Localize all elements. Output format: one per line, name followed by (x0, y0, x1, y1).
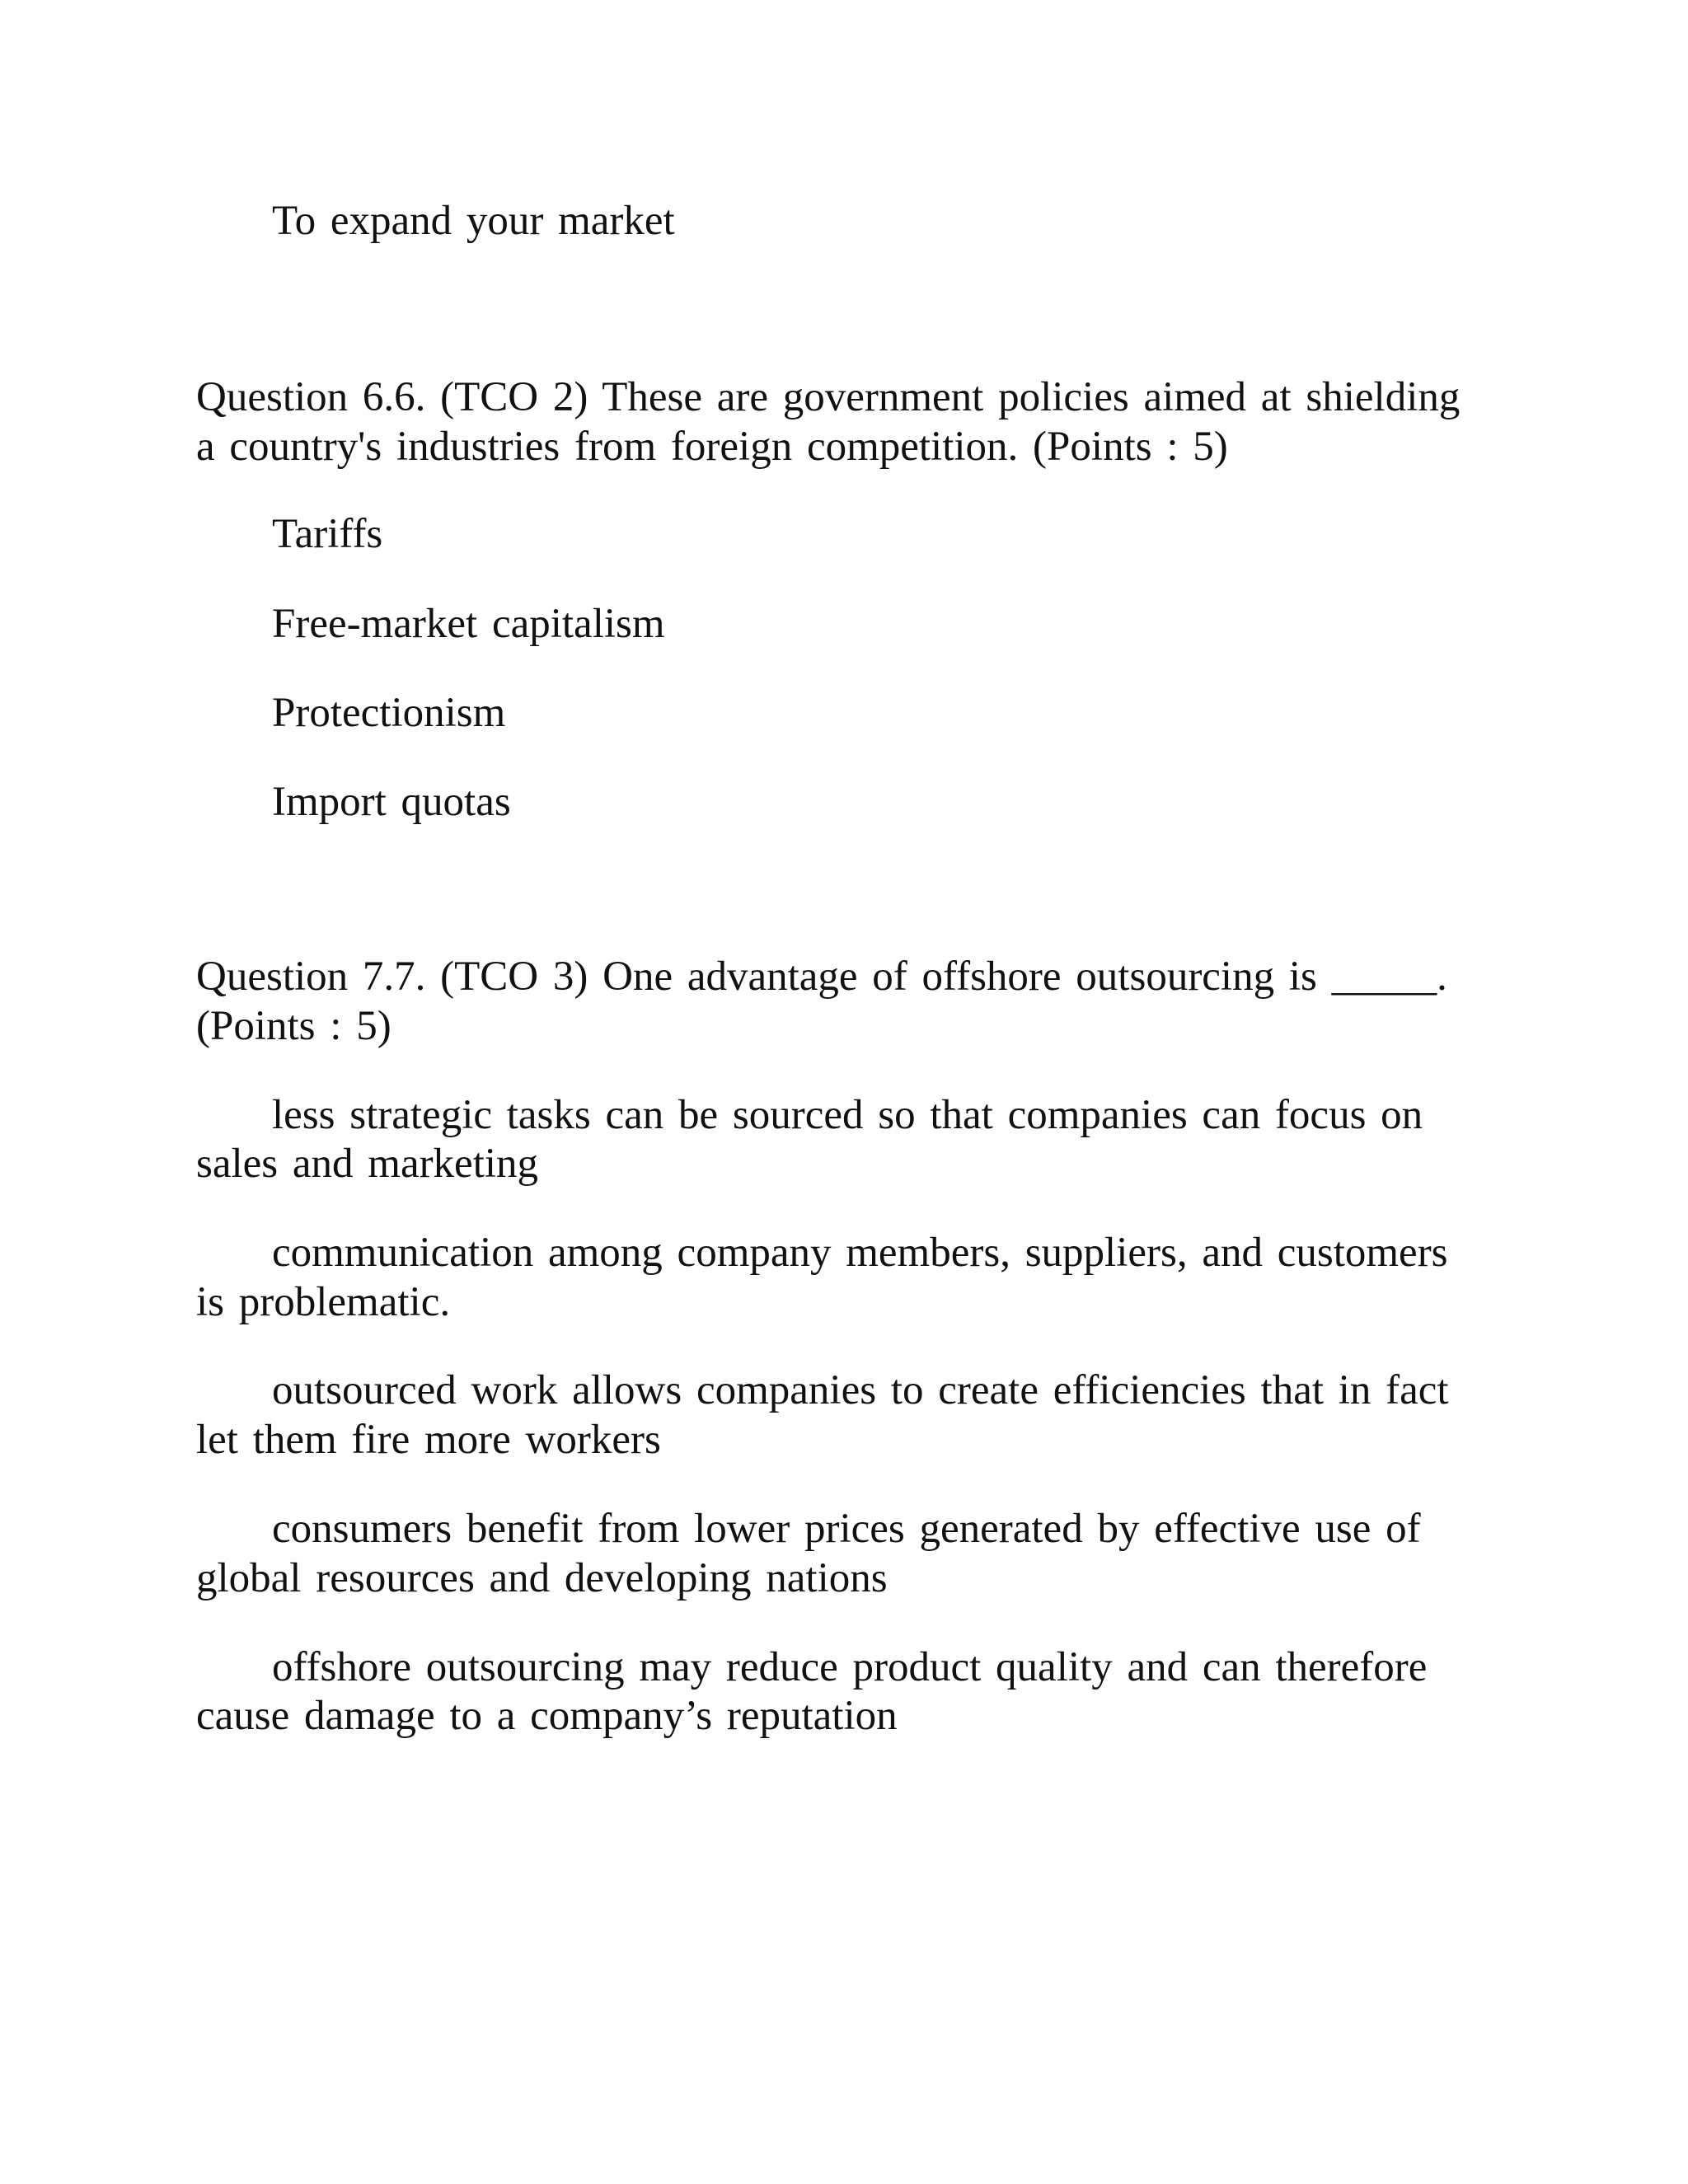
question-7-option-5-line2: cause damage to a company’s reputation (196, 1693, 898, 1739)
question-7-option-4-line1: consumers benefit from lower prices generated by effective use of (272, 1506, 1421, 1552)
question-7-option-5-line1: offshore outsourcing may reduce product quality and can therefore (272, 1644, 1428, 1690)
question-7-option-3-line2: let them fire more workers (196, 1417, 661, 1463)
question-7-option-1-line1: less strategic tasks can be sourced so that companies can focus on (272, 1092, 1423, 1138)
question-7-option-2-line2: is problematic. (196, 1279, 451, 1325)
question-6-option-2: Free-market capitalism (272, 601, 665, 647)
question-6-text-line2: a country's industries from foreign competition. (Points : 5) (196, 424, 1228, 470)
question-6-option-3: Protectionism (272, 690, 506, 736)
question-6-option-1: Tariffs (272, 511, 383, 557)
question-7-option-2-line1: communication among company members, suppliers, and customers (272, 1230, 1448, 1276)
question-6-option-4: Import quotas (272, 779, 511, 825)
question-7-option-3-line1: outsourced work allows companies to create efficiencies that in fact (272, 1367, 1449, 1413)
question-7-text-line1: Question 7.7. (TCO 3) One advantage of offshore outsourcing is _____. (196, 954, 1447, 1000)
question-7-text-line2: (Points : 5) (196, 1003, 392, 1049)
previous-answer-option: To expand your market (272, 198, 675, 244)
question-6-text-line1: Question 6.6. (TCO 2) These are government policies aimed at shielding (196, 374, 1461, 420)
question-7-option-4-line2: global resources and developing nations (196, 1555, 888, 1601)
question-7-option-1-line2: sales and marketing (196, 1141, 539, 1187)
